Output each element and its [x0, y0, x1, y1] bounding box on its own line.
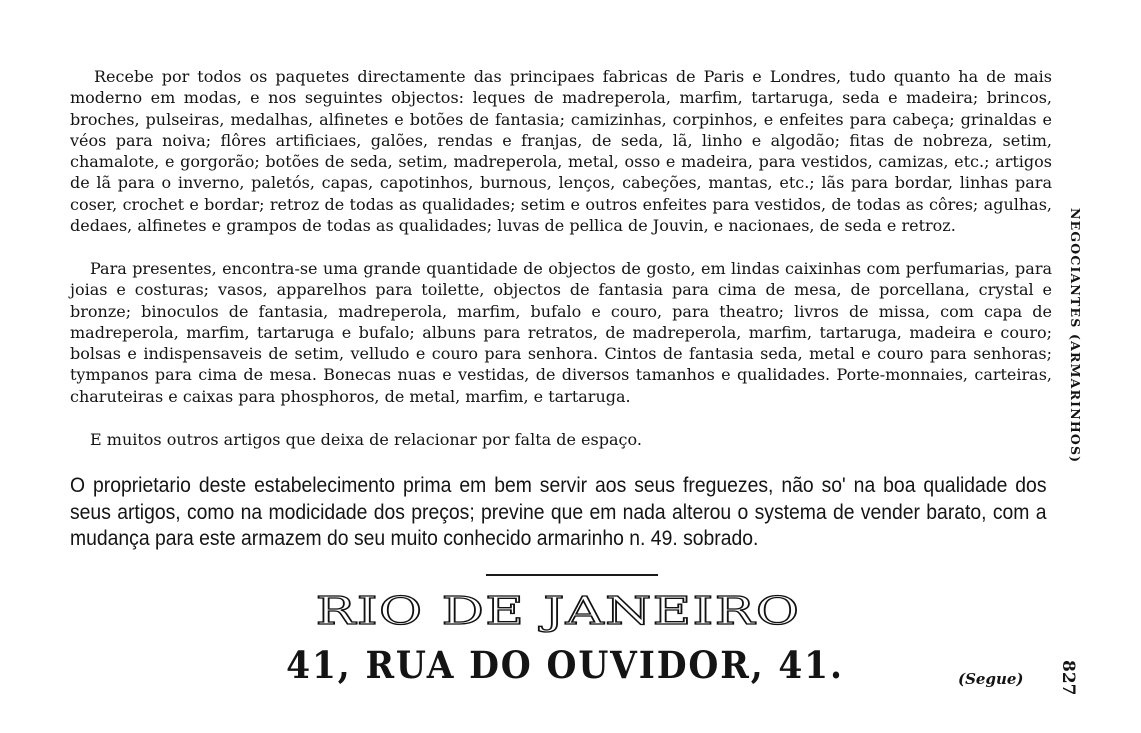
divider-rule	[486, 574, 658, 576]
category-side-label-text: NEGOCIANTES (ARMARINHOS)	[1068, 208, 1083, 464]
continued-note: (Segue)	[958, 670, 1024, 688]
city-heading: RIO DE JANEIRO	[315, 590, 801, 634]
page-number	[1058, 660, 1078, 700]
merchandise-paragraph: Recebe por todos os paquetes directamente das principaes fabricas de Paris e Londres, tudo quanto ha de mais moderno em modas, e nos seguintes objectos: leques de madreperola, marfim, tartaruga, seda e madeira; brincos, broches, pulseiras, medalhas, alfinetes e botões de fantasia; camizinhas, corpinhos, e enfeites para cabeça; grinaldas e véos para noiva; flôres artificiaes, galões, rendas e franjas, de seda, lã, linho e algodão; fitas de nobreza, setim, chamalote, e gorgorão; botões de seda, setim, madreperola, metal, osso e madeira, para vestidos, camizas, etc.; artigos de lã para o inverno, paletós, capas, capotinhos, burnous, lenços, cabeções, mantas, etc.; lãs para bordar, linhas para coser, crochet e bordar; retroz de todas as qualidades; setim e outros enfeites para vestidos, de todas as côres; agulhas, dedaes, alfinetes e grampos de todas as qualidades; luvas de pellica de Jouvin, e nacionaes, de seda e retroz.	[70, 67, 1052, 236]
page-number-text: 827	[1058, 660, 1078, 696]
gifts-paragraph: Para presentes, encontra-se uma grande quantidade de objectos de gosto, em lindas caixinhas com perfumarias, para joias e costuras; vasos, apparelhos para toilette, objectos de fantasia para cima de mesa, de porcellana, crystal e bronze; binoculos de fantasia, madreperola, marfim, bufalo e couro, para theatro; livros de missa, com capa de madreperola, marfim, tartaruga e bufalo; albuns para retratos, de madreperola, marfim, tartaruga, madeira e couro; bolsas e indispensaveis de setim, velludo e couro para senhora. Cintos de fantasia seda, metal e couro para senhoras; tympanos para cima de mesa. Bonecas nuas e vestidas, de diversos tamanhos e qualidades. Porte-monnaies, carteiras, charuteiras e caixas para phosphoros, de metal, marfim, e tartaruga.	[70, 259, 1052, 406]
category-side-label	[1068, 208, 1083, 548]
street-address: 41, RUA DO OUVIDOR, 41.	[286, 643, 844, 687]
closing-note: E muitos outros artigos que deixa de relacionar por falta de espaço.	[90, 430, 642, 449]
proprietor-statement: O proprietario deste estabelecimento prima em bem servir aos seus freguezes, não so' na boa qualidade dos seus artigos, como na modicidade dos preços; previne que em nada alterou o systema de vender barato, com a mudança para este armazem do seu muito conhecido armarinho n. 49. sobrado.	[70, 473, 1047, 550]
